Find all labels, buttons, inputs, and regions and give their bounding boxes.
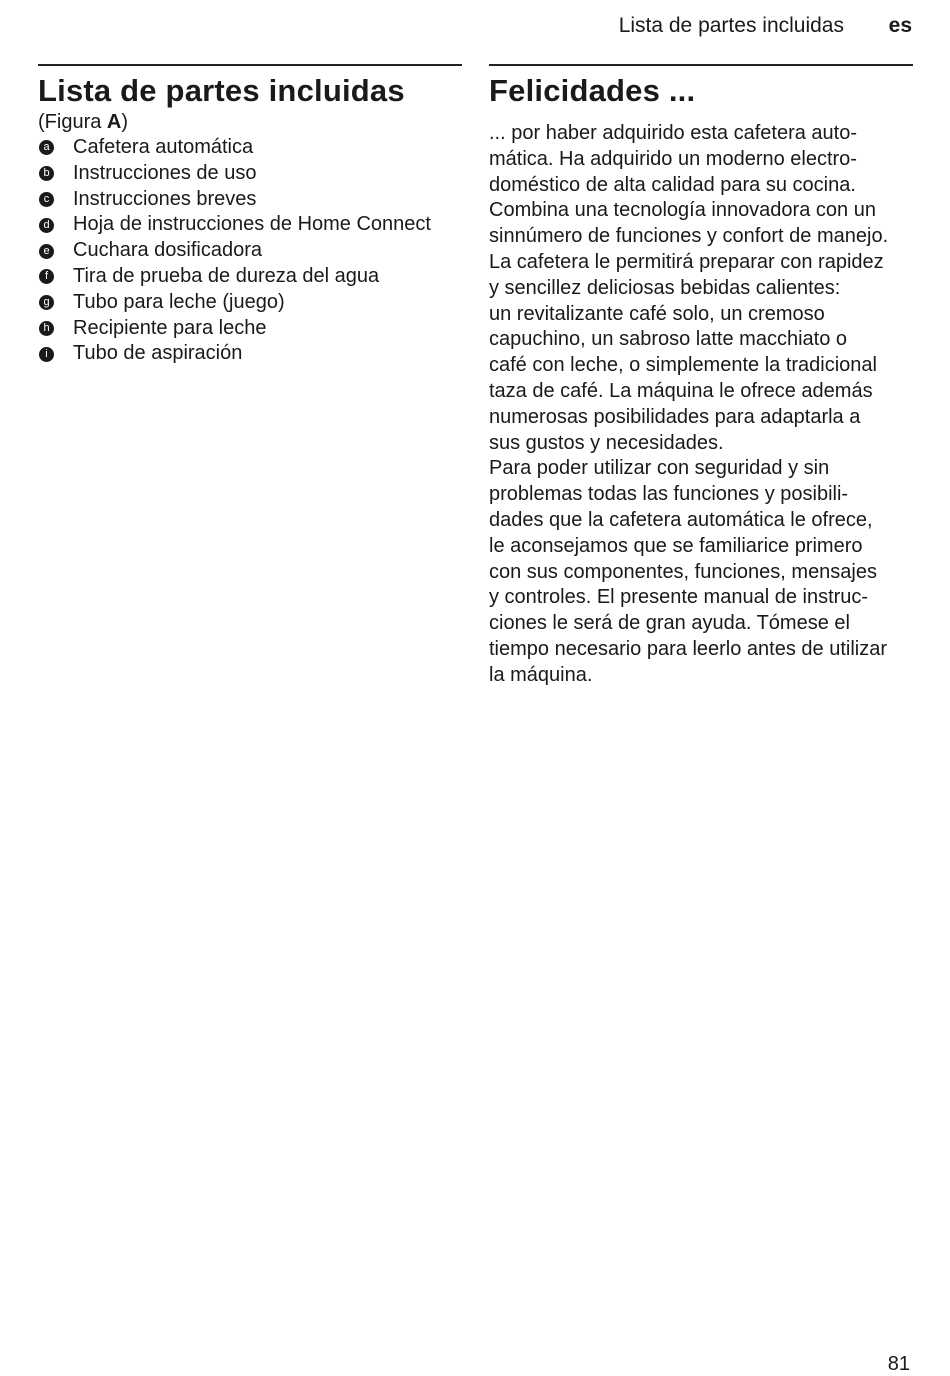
text-line: con sus componentes, funciones, mensajes <box>489 560 877 583</box>
congratulations-section <box>489 64 913 689</box>
list-item <box>38 341 462 367</box>
item-letter-badge: f <box>39 269 54 284</box>
section-divider <box>489 64 913 66</box>
text-line: problemas todas las funciones y posibili- <box>489 483 849 506</box>
text-line: ciones le será de gran ayuda. Tómese el <box>489 612 850 635</box>
item-letter-badge: e <box>39 244 54 259</box>
text-line: tiempo necesario para leerlo antes de utilizar <box>489 637 887 660</box>
text-line: le aconsejamos que se familiarice primero <box>489 534 863 557</box>
text-line: capuchino, un sabroso latte macchiato o <box>489 328 847 351</box>
list-item <box>38 135 462 161</box>
item-letter-badge: h <box>39 321 54 336</box>
text-line: dades que la cafetera automática le ofrece, <box>489 508 873 531</box>
item-label: Cafetera automática <box>73 136 254 158</box>
parts-list-section <box>38 64 462 367</box>
text-line: Para poder utilizar con seguridad y sin <box>489 457 830 480</box>
figure-prefix: (Figura <box>38 111 107 133</box>
figure-reference <box>38 110 462 135</box>
text-line: doméstico de alta calidad para su cocina. <box>489 173 856 196</box>
item-letter-badge: i <box>39 347 54 362</box>
item-label: Recipiente para leche <box>73 316 267 339</box>
text-line: y controles. El presente manual de instruc- <box>489 586 869 609</box>
intro-paragraph <box>489 121 913 689</box>
text-line: taza de café. La máquina le ofrece además <box>489 379 873 402</box>
parts-list-heading: Lista de partes incluidas <box>38 73 405 108</box>
text-line: la máquina. <box>489 663 593 686</box>
text-line: mática. Ha adquirido un moderno electro- <box>489 147 857 170</box>
item-label: Tubo de aspiración <box>73 342 243 365</box>
item-label: Tira de prueba de dureza del agua <box>73 264 380 287</box>
figure-suffix: ) <box>121 111 129 133</box>
page-number: 81 <box>887 1353 910 1375</box>
list-item <box>38 238 462 264</box>
item-label: Instrucciones breves <box>73 187 257 210</box>
text-line: un revitalizante café solo, un cremoso <box>489 302 825 325</box>
item-label: Hoja de instrucciones de Home Connect <box>73 213 431 236</box>
list-item <box>38 264 462 290</box>
list-item <box>38 316 462 342</box>
text-line: Combina una tecnología innovadora con un <box>489 199 876 222</box>
list-item <box>38 187 462 213</box>
running-header-title: Lista de partes incluidas <box>618 14 844 37</box>
text-line: sinnúmero de funciones y confort de manejo. <box>489 225 889 248</box>
item-label: Tubo para leche (juego) <box>73 290 285 313</box>
item-letter-badge: b <box>39 166 54 181</box>
section-divider <box>38 64 462 66</box>
language-code: es <box>888 14 912 37</box>
item-letter-badge: d <box>39 218 54 233</box>
item-letter-badge: g <box>39 295 54 310</box>
text-line: sus gustos y necesidades. <box>489 431 724 454</box>
list-item <box>38 161 462 187</box>
list-item <box>38 212 462 238</box>
item-letter-badge: c <box>39 192 54 207</box>
congratulations-heading: Felicidades ... <box>489 73 696 108</box>
text-line: ... por haber adquirido esta cafetera auto- <box>489 122 858 144</box>
figure-letter: A <box>106 111 122 133</box>
item-label: Cuchara dosificadora <box>73 239 262 262</box>
text-line: café con leche, o simplemente la tradicional <box>489 354 877 377</box>
text-line: numerosas posibilidades para adaptarla a <box>489 405 861 428</box>
list-item <box>38 290 462 316</box>
text-line: La cafetera le permitirá preparar con rapidez <box>489 250 884 273</box>
parts-list <box>38 135 462 367</box>
item-letter-badge: a <box>39 140 54 155</box>
item-label: Instrucciones de uso <box>73 161 257 184</box>
text-line: y sencillez deliciosas bebidas calientes: <box>489 276 841 299</box>
